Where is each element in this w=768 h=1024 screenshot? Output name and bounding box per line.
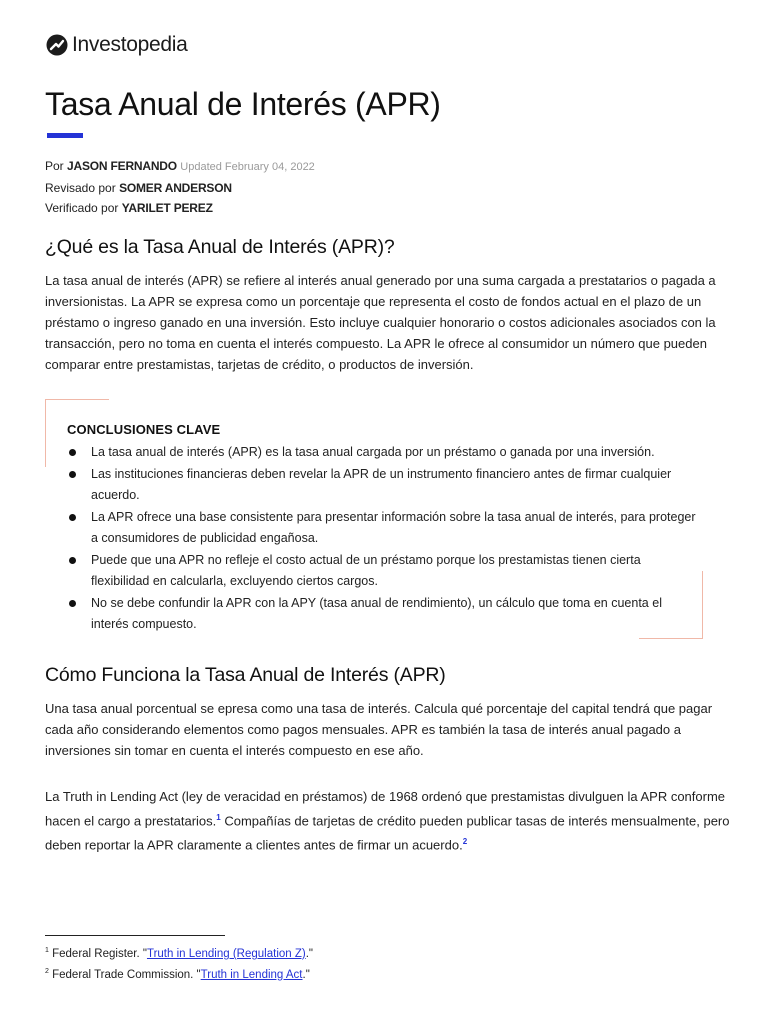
list-item	[67, 442, 697, 463]
footnote-item	[45, 942, 313, 963]
how-it-works-paragraph: Una tasa anual porcentual se epresa como una tasa de interés. Calcula qué porcentaje del capital tendrá que pagar cada año considerando elementos como pagos mensuales. APR es también la tasa de interés anual pagado a inversiones sin tomar en cuenta el interés compuesto en ese año.	[45, 701, 713, 758]
author-link[interactable]: JASON FERNANDO	[67, 159, 177, 173]
footnote-item	[45, 963, 313, 984]
footnote-number: 2	[45, 967, 49, 975]
footnote-suffix: ."	[305, 947, 313, 960]
factchecker-line	[45, 198, 315, 219]
paragraph-text: Compañías de tarjetas de crédito pueden publicar tasas de interés mensualmente, pero deben reportar la APR claramente a clientes antes de firmar un acuerdo.	[45, 813, 730, 853]
paragraph-text: La Truth in Lending Act (ley de veracidad en préstamos) de 1968 ordenó que prestamistas divulguen la APR conforme hacen el cargo a prestatarios.	[45, 789, 726, 829]
list-item	[67, 464, 697, 506]
bullet-icon	[69, 514, 76, 521]
list-item-text: La tasa anual de interés (APR) es la tasa anual cargada por un préstamo o ganada por una inversión.	[91, 445, 655, 459]
footnote-suffix: ."	[302, 968, 310, 981]
footnote-ref-2[interactable]: 2	[462, 837, 468, 847]
footnotes	[45, 942, 313, 984]
box-corner-top-left-vertical	[45, 399, 46, 467]
factchecker-link[interactable]: YARILET PEREZ	[121, 201, 213, 215]
reviewer-line	[45, 178, 315, 199]
bullet-icon	[69, 600, 76, 607]
key-takeaways-box	[45, 399, 703, 639]
reviewer-link[interactable]: SOMER ANDERSON	[119, 180, 232, 195]
list-item-text: La APR ofrece una base consistente para presentar información sobre la tasa anual de interés, para proteger a consumidores de publicidad engañosa.	[91, 510, 696, 545]
footnote-link[interactable]: Truth in Lending Act	[200, 968, 303, 981]
list-item	[67, 593, 697, 635]
bullet-icon	[69, 471, 76, 478]
box-corner-bottom-right	[639, 638, 703, 639]
definition-paragraph: La tasa anual de interés (APR) se refiere al interés anual generado por una suma cargada a prestatarios o pagada a inversionistas. La APR se expresa como un porcentaje que representa el costo de fondos actual en el plazo de un préstamo o ingreso ganado en una inversión. Esto incluye cualquier honorario o costos adicionales asociados con la transacción, pero no toma en cuenta el interés compuesto. La APR le ofrece al consumidor un número que pueden comparar entre prestamistas, tarjetas de crédito, o productos de inversión.	[45, 273, 716, 372]
footnote-source: Federal Trade Commission. "	[52, 968, 201, 981]
bullet-icon	[69, 449, 76, 456]
investopedia-logo[interactable]	[46, 33, 188, 57]
factchecker-prefix: Verificado por	[45, 201, 119, 215]
investopedia-logo-icon	[46, 34, 68, 56]
list-item-text: No se debe confundir la APR con la APY (tasa anual de rendimiento), un cálculo que toma en cuenta el interés compuesto.	[91, 596, 662, 631]
key-takeaways-list	[67, 442, 697, 636]
box-corner-top-left	[45, 399, 109, 400]
box-corner-bottom-right-vertical	[702, 571, 703, 639]
list-item-text: Puede que una APR no refleje el costo actual de un préstamo porque los prestamistas tienen cierta flexibilidad en calcularla, excluyendo ciertos cargos.	[91, 553, 641, 588]
footnote-source: Federal Register. "	[52, 947, 147, 960]
footnote-link[interactable]: Truth in Lending (Regulation Z)	[146, 947, 306, 960]
title-accent-bar	[47, 133, 83, 138]
author-line	[45, 156, 315, 178]
section-heading-how-apr-works: Cómo Funciona la Tasa Anual de Interés (APR)	[45, 664, 446, 686]
bullet-icon	[69, 557, 76, 564]
footnote-ref-1[interactable]: 1	[216, 813, 221, 822]
list-item-text: Las instituciones financieras deben revelar la APR de un instrumento financiero antes de firmar cualquier acuerdo.	[91, 467, 672, 502]
key-takeaways-title: CONCLUSIONES CLAVE	[67, 422, 221, 437]
footnote-divider	[45, 935, 225, 936]
footnote-number: 1	[45, 947, 49, 954]
section-heading-what-is-apr: ¿Qué es la Tasa Anual de Interés (APR)?	[45, 236, 395, 258]
list-item	[67, 550, 697, 592]
page-title: Tasa Anual de Interés (APR)	[45, 86, 441, 122]
list-item	[67, 507, 697, 549]
updated-date: Updated February 04, 2022	[180, 161, 315, 173]
byline	[45, 156, 315, 219]
reviewer-prefix: Revisado por	[45, 180, 116, 195]
author-prefix: Por	[45, 159, 64, 173]
brand-name: Investopedia	[72, 33, 188, 56]
truth-in-lending-paragraph	[45, 786, 735, 856]
